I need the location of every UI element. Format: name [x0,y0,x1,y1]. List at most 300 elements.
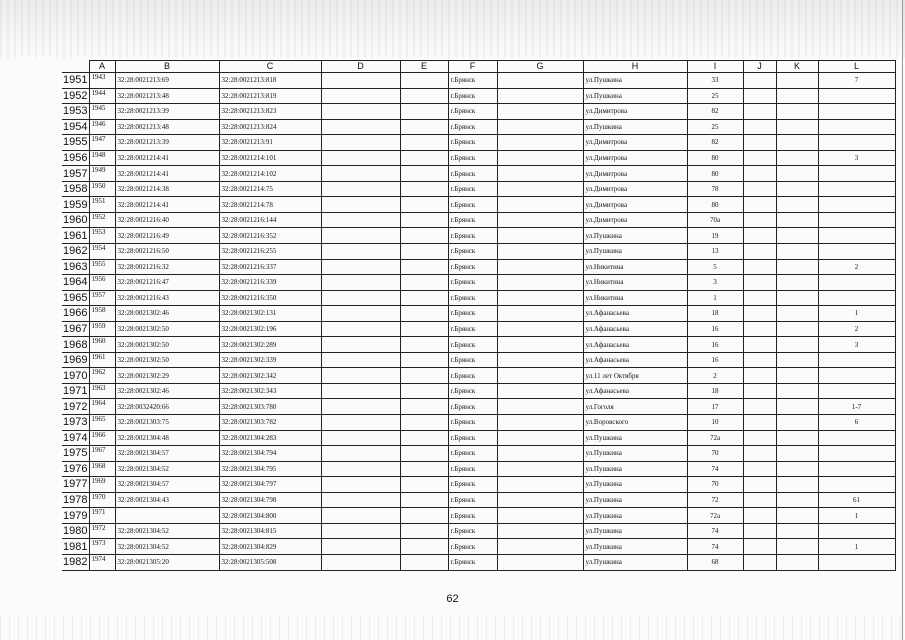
cell-j [743,399,776,415]
cell-e [400,492,448,508]
table-row [62,492,895,508]
row-number: 1982 [63,556,88,569]
table-row [62,368,895,384]
cell-a: 1951 [89,197,115,213]
table-row [62,212,895,228]
cell-l [818,104,895,120]
cell-f: г.Брянск [448,337,497,353]
cell-e [400,306,448,322]
cell-h: ул.Пушкина [583,88,687,104]
cell-g [497,430,583,446]
cell-e [400,321,448,337]
cell-i: 19 [687,228,743,244]
cell-f: г.Брянск [448,399,497,415]
column-header-f: F [448,61,497,73]
cell-c: 32:28:0021303:780 [219,399,321,415]
cell-j [743,446,776,462]
spreadsheet-table [62,60,896,571]
cell-b: 32:28:0021304:52 [115,539,219,555]
cell-j [743,228,776,244]
cell-i: 18 [687,306,743,322]
page-edge-line [902,0,903,640]
cell-k [776,337,818,353]
cell-g [497,446,583,462]
cell-c: 32:28:0021304:797 [219,477,321,493]
cell-i: 72а [687,508,743,524]
cell-a: 1971 [89,508,115,524]
row-number: 1956 [63,152,88,164]
cell-f: г.Брянск [448,135,497,151]
column-header-c: C [219,61,321,73]
cell-d [321,306,400,322]
cell-h: ул.Пушкина [583,228,687,244]
cell-h: ул.Димитрова [583,181,687,197]
cell-i: 25 [687,119,743,135]
cell-b: 32:28:0021216:47 [115,275,219,291]
cell-b: 32:28:0021213:48 [115,88,219,104]
cell-j [743,539,776,555]
cell-d [321,368,400,384]
scan-noise-bottom [0,616,905,640]
cell-h: ул.Афанасьева [583,306,687,322]
cell-h: ул.Димитрова [583,197,687,213]
cell-k [776,73,818,89]
cell-e [400,290,448,306]
cell-i: 80 [687,197,743,213]
cell-i: 33 [687,73,743,89]
cell-j [743,290,776,306]
cell-f: г.Брянск [448,150,497,166]
cell-j [743,150,776,166]
cell-b: 32:28:0021302:50 [115,352,219,368]
cell-k [776,461,818,477]
column-header-j: J [743,61,776,73]
cell-e [400,461,448,477]
cell-i: 80 [687,150,743,166]
table-row [62,383,895,399]
cell-a: 1953 [89,228,115,244]
table-row [62,150,895,166]
cell-b: 32:28:0021305:20 [115,554,219,570]
cell-c: 32:28:0021216:144 [219,212,321,228]
row-number: 1953 [63,105,88,118]
cell-h: ул.Димитрова [583,166,687,182]
cell-b: 32:28:0021304:43 [115,492,219,508]
cell-d [321,88,400,104]
cell-g [497,539,583,555]
cell-a: 1957 [89,290,115,306]
cell-c: 32:28:0021216:339 [219,275,321,291]
cell-j [743,104,776,120]
row-number: 1974 [63,431,88,444]
cell-j [743,275,776,291]
row-number: 1968 [63,338,88,351]
cell-a: 1968 [89,461,115,477]
cell-e [400,212,448,228]
cell-j [743,244,776,260]
cell-j [743,523,776,539]
cell-c: 32:28:0021216:255 [219,244,321,260]
scan-noise-top [0,0,905,58]
cell-c: 32:28:0021305:508 [219,554,321,570]
cell-i: 72 [687,492,743,508]
cell-k [776,150,818,166]
cell-d [321,446,400,462]
cell-f: г.Брянск [448,212,497,228]
column-header-e: E [400,61,448,73]
table-row [62,352,895,368]
cell-d [321,321,400,337]
cell-h: ул.Пушкина [583,119,687,135]
cell-k [776,290,818,306]
cell-k [776,523,818,539]
row-number: 1979 [63,509,88,522]
cell-i: 80 [687,166,743,182]
cell-l [818,119,895,135]
table-row [62,88,895,104]
cell-b: 32:28:0021214:38 [115,181,219,197]
cell-l [818,290,895,306]
cell-d [321,150,400,166]
row-number: 1975 [63,447,88,460]
cell-b: 32:28:0021213:39 [115,135,219,151]
row-number: 1958 [63,183,88,196]
cell-k [776,446,818,462]
row-number: 1965 [63,291,88,304]
cell-a: 1972 [89,523,115,539]
column-header-k: K [776,61,818,73]
cell-e [400,446,448,462]
cell-j [743,461,776,477]
cell-j [743,73,776,89]
cell-i: 16 [687,337,743,353]
cell-a: 1964 [89,399,115,415]
cell-j [743,383,776,399]
cell-c: 32:28:0021304:815 [219,523,321,539]
cell-a: 1963 [89,383,115,399]
cell-b: 32:28:0021302:46 [115,306,219,322]
cell-b: 32:28:0021214:41 [115,197,219,213]
cell-d [321,212,400,228]
table-row [62,415,895,431]
table-row [62,166,895,182]
cell-k [776,166,818,182]
cell-c: 32:28:0021213:91 [219,135,321,151]
cell-f: г.Брянск [448,290,497,306]
cell-i: 17 [687,399,743,415]
cell-e [400,508,448,524]
cell-e [400,399,448,415]
cell-f: г.Брянск [448,119,497,135]
cell-a: 1967 [89,446,115,462]
cell-d [321,166,400,182]
cell-k [776,244,818,260]
cell-l [818,275,895,291]
cell-d [321,554,400,570]
table-row [62,259,895,275]
row-number: 1981 [63,540,88,553]
cell-h: ул.Димитрова [583,104,687,120]
cell-l [818,352,895,368]
cell-b: 32:28:0021304:48 [115,430,219,446]
table-body [62,73,895,571]
cell-l [818,430,895,446]
cell-h: ул.Афанасьева [583,383,687,399]
cell-e [400,244,448,260]
table-row [62,446,895,462]
cell-i: 74 [687,461,743,477]
cell-h: ул.Никитина [583,259,687,275]
cell-c: 32:28:0021302:343 [219,383,321,399]
cell-c: 32:28:0021213:818 [219,73,321,89]
cell-k [776,415,818,431]
cell-f: г.Брянск [448,446,497,462]
cell-b: 32:28:0032420:66 [115,399,219,415]
cell-f: г.Брянск [448,88,497,104]
cell-l: 1 [818,306,895,322]
row-number: 1967 [63,323,88,336]
cell-d [321,73,400,89]
cell-g [497,508,583,524]
cell-c: 32:28:0021304:798 [219,492,321,508]
cell-f: г.Брянск [448,259,497,275]
cell-k [776,321,818,337]
cell-h: ул.Пушкина [583,508,687,524]
cell-h: ул.Пушкина [583,492,687,508]
cell-l: 61 [818,492,895,508]
cell-g [497,73,583,89]
cell-f: г.Брянск [448,275,497,291]
cell-l [818,477,895,493]
row-number: 1980 [63,525,88,538]
cell-h: ул.Никитина [583,290,687,306]
cell-h: ул.Пушкина [583,477,687,493]
table-row [62,244,895,260]
cell-b: 32:28:0021302:46 [115,383,219,399]
cell-k [776,399,818,415]
cell-l: 6 [818,415,895,431]
cell-j [743,259,776,275]
cell-l [818,197,895,213]
cell-e [400,368,448,384]
cell-c: 32:28:0021304:794 [219,446,321,462]
cell-d [321,197,400,213]
cell-i: 3 [687,275,743,291]
cell-c: 32:28:0021216:337 [219,259,321,275]
cell-j [743,368,776,384]
cell-e [400,119,448,135]
cell-b: 32:28:0021304:57 [115,446,219,462]
cell-j [743,415,776,431]
cell-c: 32:28:0021302:131 [219,306,321,322]
cell-d [321,383,400,399]
cell-i: 1 [687,290,743,306]
page-number: 62 [446,593,459,605]
cell-e [400,554,448,570]
cell-h: ул.Пушкина [583,430,687,446]
cell-h: ул.Пушкина [583,73,687,89]
cell-g [497,477,583,493]
cell-l: 1 [818,508,895,524]
cell-e [400,135,448,151]
cell-f: г.Брянск [448,383,497,399]
row-number: 1969 [63,354,88,367]
table-row [62,306,895,322]
table-row [62,119,895,135]
cell-e [400,337,448,353]
cell-g [497,259,583,275]
cell-b: 32:28:0021302:29 [115,368,219,384]
cell-b: 32:28:0021214:41 [115,166,219,182]
cell-l [818,446,895,462]
cell-k [776,104,818,120]
cell-l [818,135,895,151]
cell-b: 32:28:0021302:50 [115,337,219,353]
cell-k [776,352,818,368]
cell-c: 32:28:0021216:350 [219,290,321,306]
cell-i: 16 [687,321,743,337]
row-number: 1954 [63,120,88,133]
cell-g [497,104,583,120]
cell-f: г.Брянск [448,523,497,539]
cell-a: 1956 [89,275,115,291]
cell-h: ул.Пушкина [583,446,687,462]
cell-g [497,181,583,197]
column-header-b: B [115,61,219,73]
cell-g [497,275,583,291]
row-number: 1951 [63,74,88,87]
cell-d [321,508,400,524]
cell-i: 16 [687,352,743,368]
cell-k [776,383,818,399]
cell-l [818,228,895,244]
cell-f: г.Брянск [448,430,497,446]
cell-a: 1969 [89,477,115,493]
cell-l [818,554,895,570]
cell-g [497,399,583,415]
cell-d [321,352,400,368]
cell-k [776,181,818,197]
cell-a: 1949 [89,166,115,182]
cell-i: 82 [687,135,743,151]
cell-b: 32:28:0021213:48 [115,119,219,135]
cell-f: г.Брянск [448,197,497,213]
cell-i: 5 [687,259,743,275]
cell-i: 25 [687,88,743,104]
cell-a: 1965 [89,415,115,431]
cell-k [776,477,818,493]
cell-d [321,523,400,539]
table-row [62,181,895,197]
cell-c: 32:28:0021304:800 [219,508,321,524]
cell-e [400,415,448,431]
row-number: 1970 [63,369,88,382]
row-number: 1957 [63,167,88,180]
cell-d [321,290,400,306]
cell-g [497,383,583,399]
cell-f: г.Брянск [448,492,497,508]
cell-h: ул.11 лет Октября [583,368,687,384]
cell-g [497,337,583,353]
cell-j [743,430,776,446]
cell-h: ул.Пушкина [583,539,687,555]
table-row [62,461,895,477]
cell-i: 70 [687,477,743,493]
cell-g [497,135,583,151]
table-row [62,321,895,337]
cell-l: 1 [818,539,895,555]
cell-b: 32:28:0021303:75 [115,415,219,431]
cell-b: 32:28:0021213:69 [115,73,219,89]
cell-h: ул.Гоголя [583,399,687,415]
column-header-l: L [818,61,895,73]
cell-c: 32:28:0021302:289 [219,337,321,353]
cell-a: 1958 [89,306,115,322]
cell-g [497,212,583,228]
row-number: 1973 [63,416,88,429]
cell-i: 74 [687,539,743,555]
cell-c: 32:28:0021214:78 [219,197,321,213]
cell-g [497,306,583,322]
cell-e [400,228,448,244]
cell-l [818,368,895,384]
cell-b: 32:28:0021216:40 [115,212,219,228]
cell-i: 68 [687,554,743,570]
cell-g [497,492,583,508]
cell-a: 1962 [89,368,115,384]
cell-k [776,119,818,135]
cell-h: ул.Пушкина [583,523,687,539]
cell-g [497,150,583,166]
cell-h: ул.Никитина [583,275,687,291]
cell-f: г.Брянск [448,321,497,337]
cell-j [743,508,776,524]
column-header-row [62,61,895,73]
cell-h: ул.Димитрова [583,212,687,228]
cell-l: 2 [818,321,895,337]
row-number: 1955 [63,136,88,149]
table-row [62,477,895,493]
cell-b: 32:28:0021216:50 [115,244,219,260]
row-number: 1971 [63,385,88,398]
cell-j [743,477,776,493]
cell-i: 70 [687,446,743,462]
cell-i: 13 [687,244,743,260]
cell-l [818,88,895,104]
cell-c: 32:28:0021302:196 [219,321,321,337]
cell-g [497,368,583,384]
cell-a: 1959 [89,321,115,337]
cell-e [400,477,448,493]
column-header-g: G [497,61,583,73]
column-header-i: I [687,61,743,73]
cell-l [818,383,895,399]
cell-d [321,492,400,508]
table-row [62,197,895,213]
cell-c: 32:28:0021304:283 [219,430,321,446]
cell-c: 32:28:0021302:342 [219,368,321,384]
cell-g [497,554,583,570]
cell-l: 2 [818,259,895,275]
cell-b: 32:28:0021304:52 [115,523,219,539]
cell-g [497,321,583,337]
table-row [62,539,895,555]
cell-l: 1-7 [818,399,895,415]
cell-e [400,430,448,446]
table-row [62,399,895,415]
cell-a: 1954 [89,244,115,260]
cell-a: 1952 [89,212,115,228]
